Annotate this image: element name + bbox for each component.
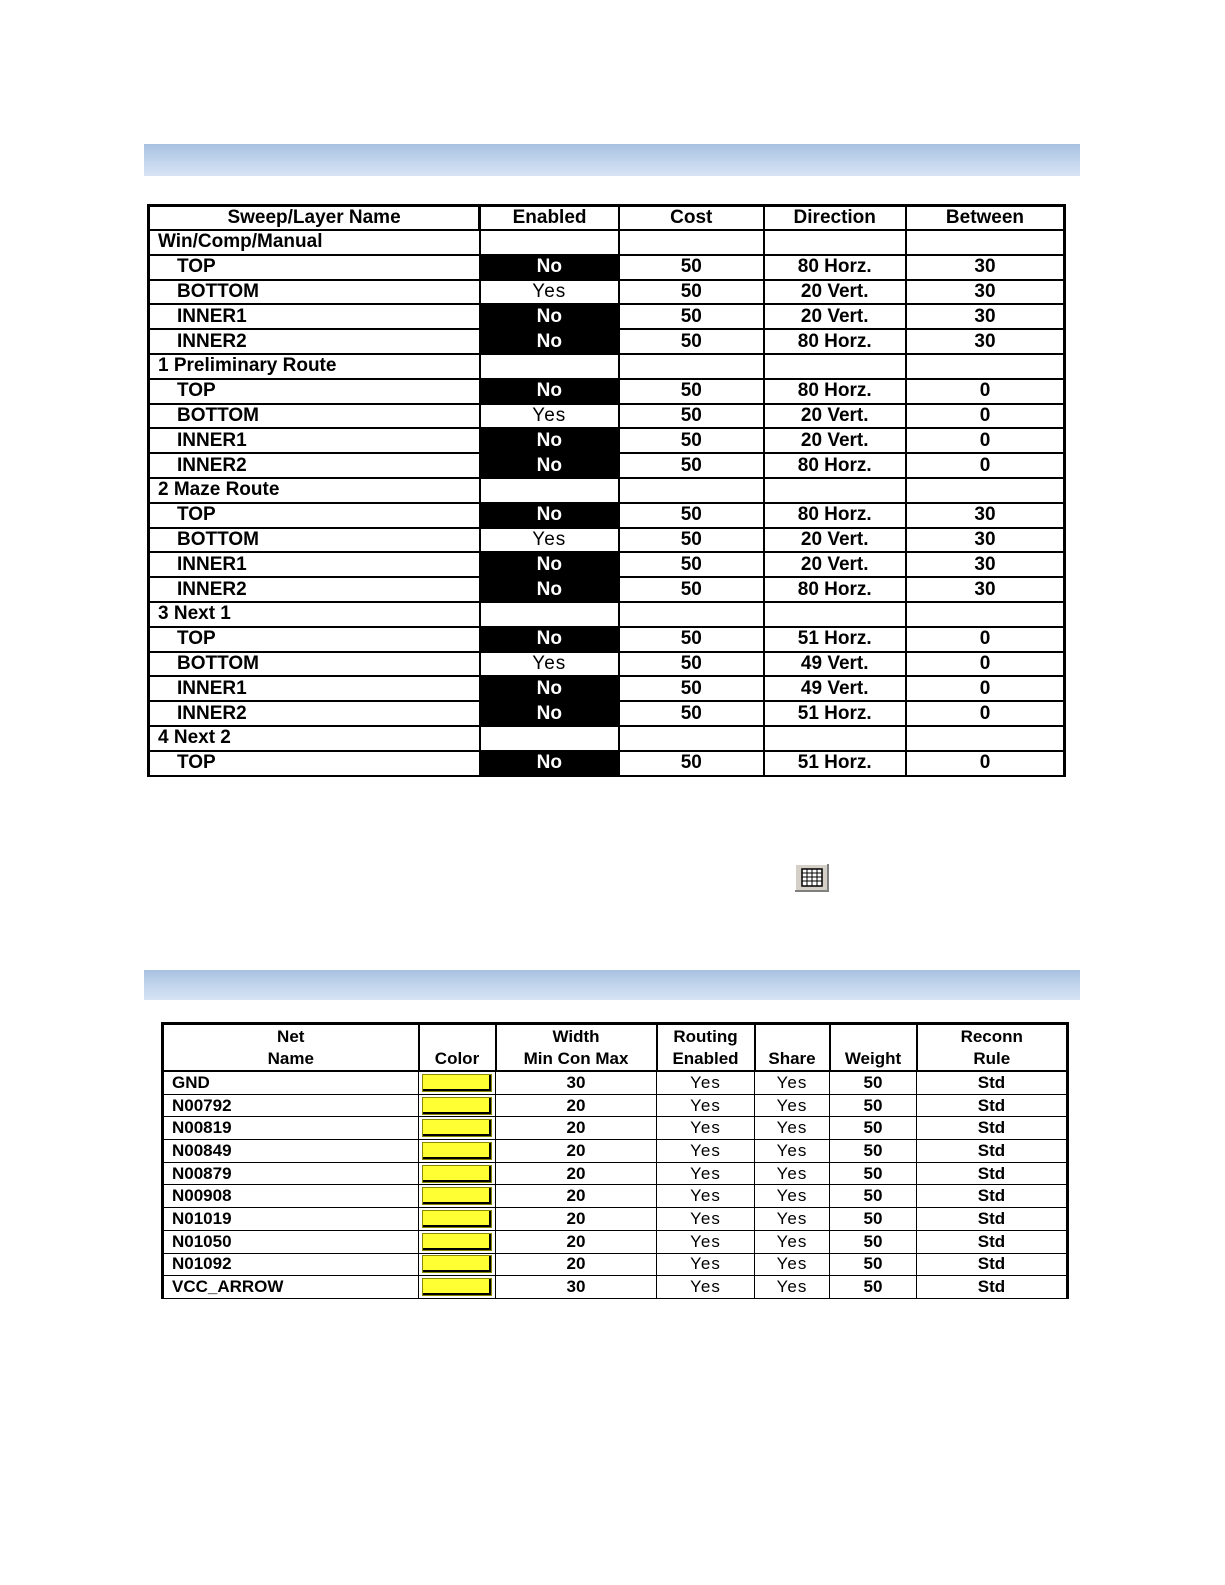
- layer-name-cell[interactable]: TOP: [149, 379, 480, 404]
- between-cell[interactable]: [906, 230, 1065, 255]
- between-cell[interactable]: 30: [906, 503, 1065, 528]
- sweep-layer-row[interactable]: [149, 503, 1065, 528]
- direction-cell[interactable]: [764, 602, 906, 627]
- cost-cell[interactable]: 50: [619, 577, 763, 602]
- reconn-rule-cell[interactable]: Std: [917, 1185, 1068, 1208]
- width-cell[interactable]: 30: [496, 1276, 657, 1299]
- color-swatch[interactable]: [422, 1097, 492, 1115]
- sweep-name-cell[interactable]: 2 Maze Route: [149, 478, 480, 503]
- share-cell[interactable]: Yes: [755, 1117, 830, 1140]
- between-cell[interactable]: 0: [906, 453, 1065, 478]
- width-cell[interactable]: 30: [496, 1071, 657, 1094]
- sweep-name-cell[interactable]: 1 Preliminary Route: [149, 354, 480, 379]
- enabled-cell[interactable]: No: [480, 453, 619, 478]
- sweep-layer-row[interactable]: [149, 255, 1065, 280]
- color-cell[interactable]: [419, 1185, 496, 1208]
- net-name-cell[interactable]: N01050: [163, 1230, 419, 1253]
- cost-cell[interactable]: 50: [619, 528, 763, 553]
- color-swatch[interactable]: [422, 1210, 492, 1228]
- direction-cell[interactable]: 20 Vert.: [764, 404, 906, 429]
- column-header[interactable]: Direction: [764, 206, 906, 231]
- cost-cell[interactable]: 50: [619, 676, 763, 701]
- enabled-cell[interactable]: No: [480, 552, 619, 577]
- net-row[interactable]: [163, 1140, 1068, 1163]
- cost-cell[interactable]: 50: [619, 453, 763, 478]
- weight-cell[interactable]: 50: [830, 1071, 917, 1094]
- cost-cell[interactable]: [619, 354, 763, 379]
- net-name-cell[interactable]: N00908: [163, 1185, 419, 1208]
- share-cell[interactable]: Yes: [755, 1162, 830, 1185]
- enabled-cell[interactable]: No: [480, 379, 619, 404]
- color-cell[interactable]: [419, 1162, 496, 1185]
- column-header[interactable]: Between: [906, 206, 1065, 231]
- enabled-cell[interactable]: No: [480, 428, 619, 453]
- column-header-line1: Net: [277, 1027, 305, 1046]
- enabled-cell[interactable]: [480, 726, 619, 751]
- cost-cell[interactable]: 50: [619, 552, 763, 577]
- column-header-line1: [831, 1026, 916, 1048]
- routing-enabled-cell[interactable]: Yes: [657, 1071, 755, 1094]
- enabled-cell[interactable]: Yes: [480, 404, 619, 429]
- color-swatch[interactable]: [422, 1278, 492, 1296]
- column-header-line1: Width: [552, 1027, 600, 1046]
- sweep-spreadsheet: [144, 201, 1080, 828]
- column-header-line2: Color: [434, 1049, 480, 1068]
- layer-name-cell[interactable]: TOP: [149, 627, 480, 652]
- between-cell[interactable]: 0: [906, 627, 1065, 652]
- enabled-cell[interactable]: No: [480, 676, 619, 701]
- enabled-cell[interactable]: [480, 354, 619, 379]
- layer-name-cell[interactable]: INNER1: [149, 676, 480, 701]
- direction-cell[interactable]: [764, 230, 906, 255]
- width-cell[interactable]: 20: [496, 1208, 657, 1231]
- between-cell[interactable]: [906, 478, 1065, 503]
- color-cell[interactable]: [419, 1094, 496, 1117]
- column-header[interactable]: [419, 1024, 496, 1072]
- sweep-layer-row[interactable]: [149, 577, 1065, 602]
- enabled-cell[interactable]: No: [480, 329, 619, 354]
- column-header-line1: [756, 1026, 829, 1048]
- share-cell[interactable]: Yes: [755, 1094, 830, 1117]
- layer-name-cell[interactable]: BOTTOM: [149, 528, 480, 553]
- column-header-line2: Rule: [973, 1049, 1011, 1068]
- layer-name-cell[interactable]: INNER1: [149, 304, 480, 329]
- color-cell[interactable]: [419, 1117, 496, 1140]
- column-header[interactable]: Sweep/Layer Name: [149, 206, 480, 231]
- column-header-line2: Enabled: [672, 1049, 739, 1068]
- between-cell[interactable]: 0: [906, 751, 1065, 776]
- column-header-line2: Min Con Max: [523, 1049, 629, 1068]
- cost-cell[interactable]: 50: [619, 627, 763, 652]
- color-swatch[interactable]: [422, 1074, 492, 1092]
- width-cell[interactable]: 20: [496, 1185, 657, 1208]
- share-cell[interactable]: Yes: [755, 1208, 830, 1231]
- weight-cell[interactable]: 50: [830, 1253, 917, 1276]
- color-swatch[interactable]: [422, 1119, 492, 1137]
- net-row[interactable]: [163, 1185, 1068, 1208]
- direction-cell[interactable]: 51 Horz.: [764, 751, 906, 776]
- enabled-cell[interactable]: Yes: [480, 652, 619, 677]
- column-header-line2: Weight: [844, 1049, 902, 1068]
- direction-cell[interactable]: [764, 726, 906, 751]
- share-cell[interactable]: Yes: [755, 1253, 830, 1276]
- column-header-line1: Reconn: [960, 1027, 1023, 1046]
- sweep-layer-row[interactable]: [149, 428, 1065, 453]
- direction-cell[interactable]: 80 Horz.: [764, 379, 906, 404]
- direction-cell[interactable]: 80 Horz.: [764, 453, 906, 478]
- sweep-layer-row[interactable]: [149, 304, 1065, 329]
- column-header-line1: [420, 1026, 495, 1048]
- between-cell[interactable]: 0: [906, 652, 1065, 677]
- color-swatch[interactable]: [422, 1255, 492, 1273]
- weight-cell[interactable]: 50: [830, 1230, 917, 1253]
- column-header[interactable]: [163, 1024, 419, 1072]
- cost-cell[interactable]: 50: [619, 404, 763, 429]
- net-row[interactable]: [163, 1208, 1068, 1231]
- reconn-rule-cell[interactable]: Std: [917, 1162, 1068, 1185]
- layer-name-cell[interactable]: INNER2: [149, 329, 480, 354]
- width-cell[interactable]: 20: [496, 1094, 657, 1117]
- direction-cell[interactable]: 80 Horz.: [764, 577, 906, 602]
- sweep-layer-row[interactable]: [149, 528, 1065, 553]
- between-cell[interactable]: 0: [906, 404, 1065, 429]
- cost-cell[interactable]: [619, 230, 763, 255]
- color-cell[interactable]: [419, 1140, 496, 1163]
- net-row[interactable]: [163, 1071, 1068, 1094]
- direction-cell[interactable]: 80 Horz.: [764, 329, 906, 354]
- column-header[interactable]: Enabled: [480, 206, 619, 231]
- reconn-rule-cell[interactable]: Std: [917, 1230, 1068, 1253]
- routing-enabled-cell[interactable]: Yes: [657, 1140, 755, 1163]
- weight-cell[interactable]: 50: [830, 1208, 917, 1231]
- layer-name-cell[interactable]: TOP: [149, 255, 480, 280]
- sweep-layer-row[interactable]: [149, 627, 1065, 652]
- between-cell[interactable]: [906, 354, 1065, 379]
- sweep-group-row[interactable]: [149, 602, 1065, 627]
- reconn-rule-cell[interactable]: Std: [917, 1140, 1068, 1163]
- layer-name-cell[interactable]: BOTTOM: [149, 404, 480, 429]
- sweep-layer-row[interactable]: [149, 676, 1065, 701]
- direction-cell[interactable]: [764, 354, 906, 379]
- between-cell[interactable]: 30: [906, 552, 1065, 577]
- net-row[interactable]: [163, 1117, 1068, 1140]
- layer-name-cell[interactable]: INNER2: [149, 701, 480, 726]
- reconn-rule-cell[interactable]: Std: [917, 1094, 1068, 1117]
- color-cell[interactable]: [419, 1071, 496, 1094]
- direction-cell[interactable]: 20 Vert.: [764, 552, 906, 577]
- between-cell[interactable]: [906, 602, 1065, 627]
- layer-name-cell[interactable]: BOTTOM: [149, 280, 480, 305]
- sweep-name-cell[interactable]: Win/Comp/Manual: [149, 230, 480, 255]
- weight-cell[interactable]: 50: [830, 1094, 917, 1117]
- color-cell[interactable]: [419, 1276, 496, 1299]
- sweep-layer-row[interactable]: [149, 701, 1065, 726]
- width-cell[interactable]: 20: [496, 1117, 657, 1140]
- reconn-rule-cell[interactable]: Std: [917, 1208, 1068, 1231]
- layer-name-cell[interactable]: INNER2: [149, 577, 480, 602]
- direction-cell[interactable]: 20 Vert.: [764, 528, 906, 553]
- net-header-row: [163, 1024, 1068, 1072]
- column-header[interactable]: [830, 1024, 917, 1072]
- sweep-name-cell[interactable]: 3 Next 1: [149, 602, 480, 627]
- routing-enabled-cell[interactable]: Yes: [657, 1185, 755, 1208]
- net-table: [161, 1022, 1069, 1299]
- cost-cell[interactable]: 50: [619, 379, 763, 404]
- layer-name-cell[interactable]: BOTTOM: [149, 652, 480, 677]
- enabled-cell[interactable]: [480, 478, 619, 503]
- layer-name-cell[interactable]: INNER2: [149, 453, 480, 478]
- cost-cell[interactable]: [619, 726, 763, 751]
- direction-cell[interactable]: 51 Horz.: [764, 701, 906, 726]
- routing-enabled-cell[interactable]: Yes: [657, 1276, 755, 1299]
- cost-cell[interactable]: 50: [619, 503, 763, 528]
- column-header[interactable]: [917, 1024, 1068, 1072]
- direction-cell[interactable]: 49 Vert.: [764, 676, 906, 701]
- share-cell[interactable]: Yes: [755, 1276, 830, 1299]
- net-name-cell[interactable]: N01092: [163, 1253, 419, 1276]
- direction-cell[interactable]: 80 Horz.: [764, 255, 906, 280]
- sweep-layer-table: [147, 204, 1066, 777]
- enabled-cell[interactable]: No: [480, 701, 619, 726]
- layer-name-cell[interactable]: INNER1: [149, 428, 480, 453]
- net-name-cell[interactable]: N00849: [163, 1140, 419, 1163]
- cost-cell[interactable]: 50: [619, 304, 763, 329]
- layer-name-cell[interactable]: INNER1: [149, 552, 480, 577]
- column-header[interactable]: [657, 1024, 755, 1072]
- net-row[interactable]: [163, 1276, 1068, 1299]
- sweep-group-row[interactable]: [149, 478, 1065, 503]
- routing-enabled-cell[interactable]: Yes: [657, 1162, 755, 1185]
- column-header[interactable]: Cost: [619, 206, 763, 231]
- share-cell[interactable]: Yes: [755, 1140, 830, 1163]
- share-cell[interactable]: Yes: [755, 1071, 830, 1094]
- weight-cell[interactable]: 50: [830, 1140, 917, 1163]
- layer-name-cell[interactable]: TOP: [149, 503, 480, 528]
- direction-cell[interactable]: 20 Vert.: [764, 428, 906, 453]
- enabled-cell[interactable]: Yes: [480, 528, 619, 553]
- sweep-layer-row[interactable]: [149, 552, 1065, 577]
- sweep-layer-row[interactable]: [149, 652, 1065, 677]
- net-name-cell[interactable]: GND: [163, 1071, 419, 1094]
- between-cell[interactable]: 30: [906, 280, 1065, 305]
- between-cell[interactable]: 30: [906, 528, 1065, 553]
- color-swatch[interactable]: [422, 1165, 492, 1183]
- between-cell[interactable]: 30: [906, 577, 1065, 602]
- net-name-cell[interactable]: N00879: [163, 1162, 419, 1185]
- color-swatch[interactable]: [422, 1142, 492, 1160]
- share-cell[interactable]: Yes: [755, 1230, 830, 1253]
- enabled-cell[interactable]: No: [480, 751, 619, 776]
- cost-cell[interactable]: [619, 602, 763, 627]
- between-cell[interactable]: 30: [906, 329, 1065, 354]
- reconn-rule-cell[interactable]: Std: [917, 1117, 1068, 1140]
- width-cell[interactable]: 20: [496, 1162, 657, 1185]
- column-header[interactable]: [755, 1024, 830, 1072]
- net-name-cell[interactable]: N01019: [163, 1208, 419, 1231]
- column-header-line2: Share: [768, 1049, 816, 1068]
- sweep-layer-row[interactable]: [149, 379, 1065, 404]
- share-cell[interactable]: Yes: [755, 1185, 830, 1208]
- sweep-layer-row[interactable]: [149, 751, 1065, 776]
- between-cell[interactable]: 0: [906, 701, 1065, 726]
- between-cell[interactable]: 30: [906, 255, 1065, 280]
- cost-cell[interactable]: [619, 478, 763, 503]
- color-cell[interactable]: [419, 1208, 496, 1231]
- layer-name-cell[interactable]: TOP: [149, 751, 480, 776]
- direction-cell[interactable]: 51 Horz.: [764, 627, 906, 652]
- between-cell[interactable]: 0: [906, 379, 1065, 404]
- width-cell[interactable]: 20: [496, 1253, 657, 1276]
- net-row[interactable]: [163, 1162, 1068, 1185]
- enabled-cell[interactable]: [480, 230, 619, 255]
- sweep-name-cell[interactable]: 4 Next 2: [149, 726, 480, 751]
- direction-cell[interactable]: 20 Vert.: [764, 304, 906, 329]
- width-cell[interactable]: 20: [496, 1230, 657, 1253]
- enabled-cell[interactable]: No: [480, 627, 619, 652]
- enabled-cell[interactable]: Yes: [480, 280, 619, 305]
- routing-enabled-cell[interactable]: Yes: [657, 1230, 755, 1253]
- routing-enabled-cell[interactable]: Yes: [657, 1253, 755, 1276]
- sweep-layer-row[interactable]: [149, 280, 1065, 305]
- net-name-cell[interactable]: N00792: [163, 1094, 419, 1117]
- cost-cell[interactable]: 50: [619, 652, 763, 677]
- section-header-band: [144, 144, 1080, 176]
- enabled-cell[interactable]: No: [480, 255, 619, 280]
- reconn-rule-cell[interactable]: Std: [917, 1253, 1068, 1276]
- sweep-layer-row[interactable]: [149, 453, 1065, 478]
- color-cell[interactable]: [419, 1253, 496, 1276]
- cost-cell[interactable]: 50: [619, 428, 763, 453]
- column-header-line2: Name: [267, 1049, 314, 1068]
- net-row[interactable]: [163, 1094, 1068, 1117]
- section-header-band: [144, 970, 1080, 1000]
- cost-cell[interactable]: 50: [619, 329, 763, 354]
- between-cell[interactable]: [906, 726, 1065, 751]
- direction-cell[interactable]: 80 Horz.: [764, 503, 906, 528]
- weight-cell[interactable]: 50: [830, 1276, 917, 1299]
- spreadsheet-grid-icon[interactable]: [795, 864, 829, 892]
- reconn-rule-cell[interactable]: Std: [917, 1071, 1068, 1094]
- between-cell[interactable]: 0: [906, 676, 1065, 701]
- cost-cell[interactable]: 50: [619, 255, 763, 280]
- enabled-cell[interactable]: No: [480, 304, 619, 329]
- sweep-group-row[interactable]: [149, 230, 1065, 255]
- direction-cell[interactable]: [764, 478, 906, 503]
- direction-cell[interactable]: 20 Vert.: [764, 280, 906, 305]
- net-name-cell[interactable]: VCC_ARROW: [163, 1276, 419, 1299]
- enabled-cell[interactable]: No: [480, 577, 619, 602]
- direction-cell[interactable]: 49 Vert.: [764, 652, 906, 677]
- sweep-group-row[interactable]: [149, 726, 1065, 751]
- between-cell[interactable]: 0: [906, 428, 1065, 453]
- weight-cell[interactable]: 50: [830, 1117, 917, 1140]
- color-swatch[interactable]: [422, 1233, 492, 1251]
- column-header-line1: Routing: [673, 1027, 738, 1046]
- width-cell[interactable]: 20: [496, 1140, 657, 1163]
- enabled-cell[interactable]: [480, 602, 619, 627]
- reconn-rule-cell[interactable]: Std: [917, 1276, 1068, 1299]
- weight-cell[interactable]: 50: [830, 1185, 917, 1208]
- cost-cell[interactable]: 50: [619, 751, 763, 776]
- between-cell[interactable]: 30: [906, 304, 1065, 329]
- color-cell[interactable]: [419, 1230, 496, 1253]
- routing-enabled-cell[interactable]: Yes: [657, 1117, 755, 1140]
- net-row[interactable]: [163, 1230, 1068, 1253]
- enabled-cell[interactable]: No: [480, 503, 619, 528]
- column-header[interactable]: [496, 1024, 657, 1072]
- sweep-header-row: [149, 206, 1065, 231]
- net-name-cell[interactable]: N00819: [163, 1117, 419, 1140]
- routing-enabled-cell[interactable]: Yes: [657, 1208, 755, 1231]
- cost-cell[interactable]: 50: [619, 280, 763, 305]
- sweep-group-row[interactable]: [149, 354, 1065, 379]
- color-swatch[interactable]: [422, 1187, 492, 1205]
- weight-cell[interactable]: 50: [830, 1162, 917, 1185]
- cost-cell[interactable]: 50: [619, 701, 763, 726]
- routing-enabled-cell[interactable]: Yes: [657, 1094, 755, 1117]
- sweep-layer-row[interactable]: [149, 329, 1065, 354]
- net-row[interactable]: [163, 1253, 1068, 1276]
- sweep-layer-row[interactable]: [149, 404, 1065, 429]
